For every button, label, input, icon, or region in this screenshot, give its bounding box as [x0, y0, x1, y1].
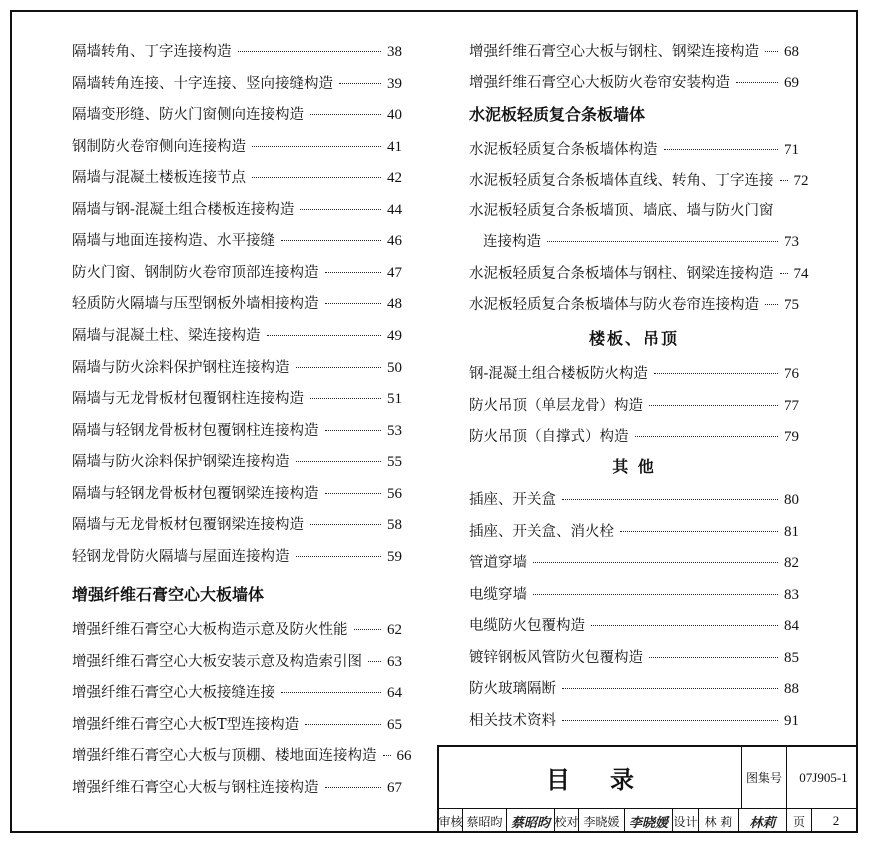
- toc-entry: [469, 295, 799, 315]
- toc-entry-page: 81: [784, 523, 799, 540]
- review-label: 审核: [439, 809, 463, 833]
- toc-entry-page: 41: [387, 138, 402, 155]
- toc-entry-title: 隔墙与轻钢龙骨板材包覆钢梁连接构造: [72, 485, 319, 502]
- dot-leader: [339, 83, 381, 84]
- toc-entry-title: 防火吊顶（单层龙骨）构造: [469, 397, 643, 414]
- toc-entry-page: 82: [784, 555, 799, 571]
- dot-leader: [325, 493, 382, 494]
- design-signature: 林莉: [739, 809, 787, 833]
- dot-leader: [780, 273, 788, 274]
- toc-entry: [469, 711, 799, 731]
- toc-entry-page: 58: [387, 517, 402, 534]
- toc-entry-title: 增强纤维石膏空心大板与钢柱连接构造: [72, 779, 319, 796]
- toc-entry-page: 68: [784, 44, 799, 60]
- dot-leader: [562, 688, 778, 689]
- dot-leader: [591, 625, 778, 626]
- dot-leader: [296, 461, 382, 462]
- toc-entry-page: 72: [793, 173, 809, 189]
- toc-entry: [469, 490, 799, 510]
- dot-leader: [281, 692, 381, 693]
- toc-entry: [72, 105, 402, 125]
- toc-entry-title: 水泥板轻质复合条板墙体直线、转角、丁字连接: [469, 173, 774, 189]
- section-heading-others: 其 他: [612, 457, 656, 476]
- toc-entry: [72, 547, 402, 567]
- toc-entry: [72, 389, 402, 409]
- toc-entry-title: 管道穿墙: [469, 555, 527, 571]
- toc-entry: [469, 201, 799, 221]
- toc-entry-page: 62: [387, 622, 402, 638]
- toc-entry-page: 55: [387, 454, 402, 471]
- toc-entry-page: 56: [387, 485, 402, 502]
- dot-leader: [649, 405, 778, 406]
- dot-leader: [765, 51, 778, 52]
- toc-entry-page: 47: [387, 264, 402, 281]
- toc-entry-title: 隔墙转角连接、十字连接、竖向接缝构造: [72, 75, 333, 92]
- dot-leader: [635, 436, 779, 437]
- toc-entry: [72, 421, 402, 441]
- dot-leader: [281, 240, 381, 241]
- dot-leader: [305, 724, 381, 725]
- toc-entry-page: 74: [793, 266, 809, 282]
- toc-entry-page: 79: [784, 429, 799, 445]
- title-block: [437, 745, 858, 833]
- dot-leader: [620, 531, 778, 532]
- dot-leader: [296, 367, 382, 368]
- toc-entry-page: 88: [784, 681, 799, 697]
- toc-entry: [72, 620, 402, 640]
- toc-entry: [72, 746, 412, 766]
- dot-leader: [664, 149, 779, 150]
- toc-entry-page: 84: [784, 618, 799, 634]
- review-signature: 蔡昭昀: [507, 809, 555, 833]
- dot-leader: [736, 82, 778, 83]
- toc-entry: [469, 364, 799, 384]
- toc-entry-page: 48: [387, 296, 402, 313]
- toc-entry: [72, 74, 402, 94]
- toc-entry-title: 防火吊顶（自撑式）构造: [469, 429, 629, 445]
- toc-entry-title: 隔墙与钢-混凝土组合楼板连接构造: [72, 201, 295, 218]
- toc-entry-title: 隔墙与混凝土柱、梁连接构造: [72, 327, 261, 344]
- toc-entry: [72, 484, 402, 504]
- toc-entry-title: 隔墙与地面连接构造、水平接缝: [72, 233, 275, 250]
- check-signature: 李晓媛: [625, 809, 673, 833]
- toc-entry: [72, 294, 402, 314]
- toc-entry-title: 隔墙与防火涂料保护钢梁连接构造: [72, 454, 290, 471]
- toc-entry: [469, 73, 799, 93]
- toc-entry-title: 水泥板轻质复合条板墙体与钢柱、钢梁连接构造: [469, 266, 774, 282]
- dot-leader: [310, 398, 381, 399]
- check-name: 李晓媛: [579, 809, 625, 833]
- dot-leader: [325, 303, 382, 304]
- toc-entry: [72, 326, 402, 346]
- toc-entry-page: 63: [387, 653, 402, 670]
- page-label: 页: [787, 809, 812, 833]
- toc-entry-title: 增强纤维石膏空心大板接缝连接: [72, 685, 275, 701]
- toc-entry-page: 77: [784, 397, 799, 414]
- toc-entry-title: 隔墙与防火涂料保护钢柱连接构造: [72, 359, 290, 376]
- toc-entry-title: 隔墙与无龙骨板材包覆钢梁连接构造: [72, 517, 304, 534]
- toc-entry-page: 65: [387, 716, 402, 733]
- toc-entry-title: 钢制防火卷帘侧向连接构造: [72, 138, 246, 155]
- design-name: 林 莉: [699, 809, 739, 833]
- toc-entry: [72, 137, 402, 157]
- toc-entry-page: 80: [784, 492, 799, 508]
- toc-entry: [469, 140, 799, 160]
- dot-leader: [252, 146, 381, 147]
- toc-entry-title: 增强纤维石膏空心大板安装示意及构造索引图: [72, 653, 362, 670]
- dot-leader: [368, 661, 381, 662]
- toc-entry: [469, 522, 799, 542]
- toc-entry-page: 83: [784, 586, 799, 603]
- toc-entry-title: 轻质防火隔墙与压型钢板外墙相接构造: [72, 296, 319, 313]
- toc-entry-title: 增强纤维石膏空心大板防火卷帘安装构造: [469, 75, 730, 91]
- toc-entry-title: 隔墙与混凝土楼板连接节点: [72, 170, 246, 187]
- toc-entry-title: 插座、开关盒: [469, 492, 556, 508]
- check-label: 校对: [555, 809, 579, 833]
- dot-leader: [310, 524, 381, 525]
- toc-entry: [469, 232, 799, 252]
- dot-leader: [310, 114, 381, 115]
- toc-entry-page: 44: [387, 201, 402, 218]
- toc-entry-page: 49: [387, 327, 402, 344]
- dot-leader: [325, 272, 382, 273]
- toc-entry-page: 66: [396, 748, 412, 764]
- dot-leader: [562, 720, 778, 721]
- toc-entry-title: 防火玻璃隔断: [469, 681, 556, 697]
- toc-entry: [72, 715, 402, 735]
- toc-entry: [469, 396, 799, 416]
- toc-entry: [469, 42, 799, 62]
- toc-entry-title: 钢-混凝土组合楼板防火构造: [469, 366, 648, 382]
- toc-entry: [72, 683, 402, 703]
- dot-leader: [238, 51, 382, 52]
- toc-entry-page: 59: [387, 548, 402, 565]
- toc-entry-page: 76: [784, 366, 799, 382]
- toc-entry: [72, 358, 402, 378]
- toc-entry: [72, 515, 402, 535]
- toc-entry: [72, 42, 402, 62]
- toc-entry-page: 91: [784, 712, 799, 729]
- dot-leader: [533, 594, 778, 595]
- toc-entry-title: 隔墙转角、丁字连接构造: [72, 44, 232, 60]
- toc-entry-title: 增强纤维石膏空心大板与顶棚、楼地面连接构造: [72, 748, 377, 764]
- dot-leader: [547, 241, 778, 242]
- section-heading-gypsum-panel: 增强纤维石膏空心大板墙体: [72, 585, 265, 604]
- toc-entry-title: 轻钢龙骨防火隔墙与屋面连接构造: [72, 548, 290, 565]
- toc-entry-title: 增强纤维石膏空心大板与钢柱、钢梁连接构造: [469, 44, 759, 60]
- toc-entry-title: 插座、开关盒、消火栓: [469, 523, 614, 540]
- toc-entry-page: 71: [784, 142, 799, 158]
- toc-entry: [469, 648, 799, 668]
- dot-leader: [383, 755, 391, 756]
- section-heading-floor-ceiling: 楼板、吊顶: [588, 329, 679, 348]
- toc-entry-title: 水泥板轻质复合条板墙体与防火卷帘连接构造: [469, 297, 759, 313]
- dot-leader: [325, 787, 382, 788]
- toc-entry-page: 69: [784, 75, 799, 91]
- dot-leader: [649, 657, 778, 658]
- toc-entry-title: 隔墙变形缝、防火门窗侧向连接构造: [72, 107, 304, 124]
- dot-leader: [325, 430, 382, 431]
- toc-entry: [469, 679, 799, 699]
- dot-leader: [354, 629, 382, 630]
- toc-entry: [469, 264, 809, 284]
- toc-entry: [72, 263, 402, 283]
- toc-entry: [469, 427, 799, 447]
- toc-entry-page: 85: [784, 649, 799, 666]
- dot-leader: [300, 209, 381, 210]
- toc-entry-title: 增强纤维石膏空心大板T型连接构造: [72, 716, 300, 733]
- atlas-number-label: 图集号: [742, 747, 787, 808]
- toc-entry-title: 电缆穿墙: [469, 586, 527, 603]
- toc-entry-title: 水泥板轻质复合条板墙体构造: [469, 142, 658, 158]
- toc-entry-title: 水泥板轻质复合条板墙顶、墙底、墙与防火门窗: [469, 203, 774, 219]
- toc-entry-page: 67: [387, 779, 402, 796]
- toc-entry: [72, 452, 402, 472]
- review-name: 蔡昭昀: [463, 809, 507, 833]
- toc-entry: [469, 616, 799, 636]
- dot-leader: [533, 562, 778, 563]
- toc-entry-page: 42: [387, 170, 402, 187]
- toc-entry-title: 隔墙与轻钢龙骨板材包覆钢柱连接构造: [72, 422, 319, 439]
- dot-leader: [562, 499, 778, 500]
- toc-entry: [72, 200, 402, 220]
- toc-entry-title: 增强纤维石膏空心大板构造示意及防火性能: [72, 622, 348, 638]
- toc-entry: [469, 171, 809, 191]
- toc-entry-page: 50: [387, 359, 402, 376]
- toc-entry-page: 75: [784, 297, 799, 313]
- dot-leader: [780, 180, 788, 181]
- design-label: 设计: [673, 809, 699, 833]
- dot-leader: [296, 556, 382, 557]
- toc-entry: [469, 585, 799, 605]
- toc-entry: [469, 553, 799, 573]
- toc-entry-title: 相关技术资料: [469, 712, 556, 729]
- toc-entry-page: 39: [387, 75, 402, 92]
- toc-entry-title: 连接构造: [483, 234, 541, 250]
- sheet-title: 目录: [439, 747, 742, 808]
- toc-entry-title: 镀锌钢板风管防火包覆构造: [469, 649, 643, 666]
- atlas-number: 07J905-1: [799, 769, 848, 785]
- dot-leader: [765, 304, 778, 305]
- toc-entry: [72, 168, 402, 188]
- toc-entry: [72, 231, 402, 251]
- toc-entry: [72, 652, 402, 672]
- dot-leader: [267, 335, 382, 336]
- toc-entry-page: 73: [784, 234, 799, 250]
- toc-entry-page: 51: [387, 391, 402, 408]
- toc-entry-title: 防火门窗、钢制防火卷帘顶部连接构造: [72, 264, 319, 281]
- dot-leader: [252, 177, 381, 178]
- toc-entry-title: 隔墙与无龙骨板材包覆钢柱连接构造: [72, 391, 304, 408]
- dot-leader: [654, 373, 778, 374]
- toc-entry-page: 40: [387, 107, 402, 124]
- page-number: 2: [832, 813, 840, 828]
- toc-entry-title: 电缆防火包覆构造: [469, 618, 585, 634]
- toc-entry: [72, 778, 402, 798]
- toc-entry-page: 38: [387, 44, 402, 60]
- section-heading-cement-board: 水泥板轻质复合条板墙体: [469, 105, 646, 124]
- toc-entry-page: 46: [387, 233, 402, 250]
- toc-entry-page: 64: [387, 685, 402, 701]
- toc-entry-page: 53: [387, 422, 402, 439]
